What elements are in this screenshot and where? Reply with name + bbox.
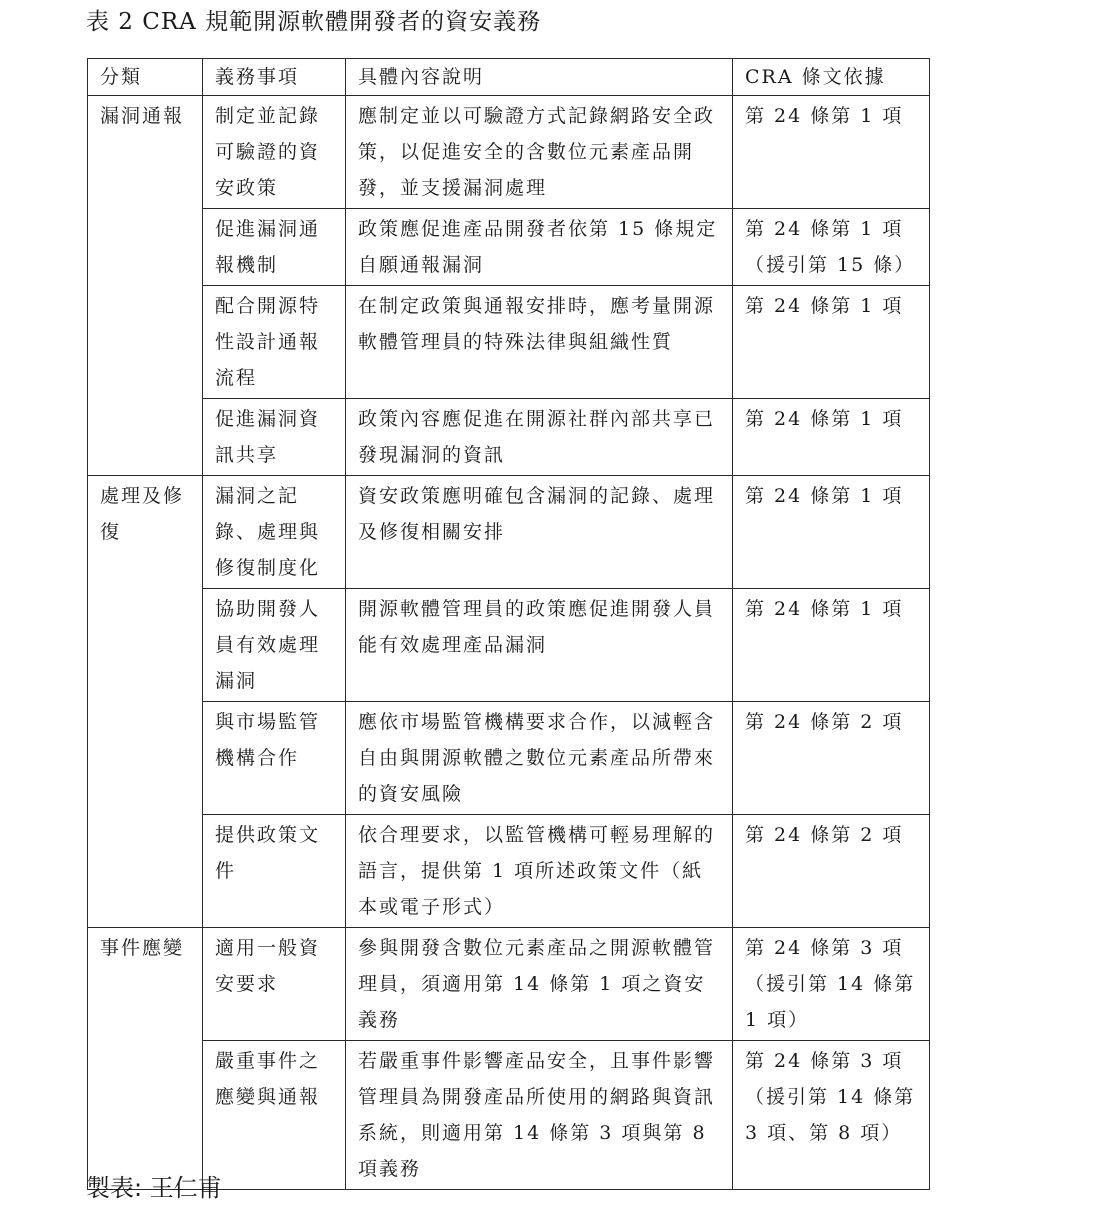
duty-cell: 制定並記錄可驗證的資安政策 bbox=[203, 96, 346, 209]
header-category: 分類 bbox=[88, 59, 203, 96]
cra-duties-table bbox=[87, 58, 930, 1190]
table-row bbox=[88, 815, 930, 928]
category-cell: 漏洞通報 bbox=[88, 96, 203, 476]
basis-cell: 第 24 條第 1 項 bbox=[733, 589, 930, 702]
basis-cell: 第 24 條第 3 項（援引第 14 條第 3 項、第 8 項） bbox=[733, 1041, 930, 1190]
table-credit: 製表: 王仁甫 bbox=[86, 1174, 222, 1202]
table-row bbox=[88, 702, 930, 815]
basis-cell: 第 24 條第 1 項 bbox=[733, 476, 930, 589]
duty-cell: 漏洞之記錄、處理與修復制度化 bbox=[203, 476, 346, 589]
duty-cell: 嚴重事件之應變與通報 bbox=[203, 1041, 346, 1190]
table-caption: 表 2 CRA 規範開源軟體開發者的資安義務 bbox=[86, 9, 542, 35]
content-cell: 開源軟體管理員的政策應促進開發人員能有效處理產品漏洞 bbox=[346, 589, 733, 702]
category-cell: 處理及修復 bbox=[88, 476, 203, 928]
basis-cell: 第 24 條第 2 項 bbox=[733, 815, 930, 928]
duty-cell: 適用一般資安要求 bbox=[203, 928, 346, 1041]
header-basis: CRA 條文依據 bbox=[733, 59, 930, 96]
header-duty: 義務事項 bbox=[203, 59, 346, 96]
basis-cell: 第 24 條第 1 項 bbox=[733, 96, 930, 209]
content-cell: 依合理要求，以監管機構可輕易理解的語言，提供第 1 項所述政策文件（紙本或電子形式） bbox=[346, 815, 733, 928]
content-cell: 參與開發含數位元素產品之開源軟體管理員，須適用第 14 條第 1 項之資安義務 bbox=[346, 928, 733, 1041]
duty-cell: 與市場監管機構合作 bbox=[203, 702, 346, 815]
header-content: 具體內容說明 bbox=[346, 59, 733, 96]
table-row bbox=[88, 1041, 930, 1190]
table-row bbox=[88, 589, 930, 702]
duty-cell: 配合開源特性設計通報流程 bbox=[203, 286, 346, 399]
basis-cell: 第 24 條第 1 項 bbox=[733, 286, 930, 399]
content-cell: 資安政策應明確包含漏洞的記錄、處理及修復相關安排 bbox=[346, 476, 733, 589]
basis-cell: 第 24 條第 2 項 bbox=[733, 702, 930, 815]
content-cell: 應制定並以可驗證方式記錄網路安全政策，以促進安全的含數位元素產品開發，並支援漏洞處理 bbox=[346, 96, 733, 209]
duty-cell: 促進漏洞資訊共享 bbox=[203, 399, 346, 476]
content-cell: 應依市場監管機構要求合作，以減輕含自由與開源軟體之數位元素產品所帶來的資安風險 bbox=[346, 702, 733, 815]
table-row bbox=[88, 399, 930, 476]
category-cell: 事件應變 bbox=[88, 928, 203, 1190]
content-cell: 在制定政策與通報安排時，應考量開源軟體管理員的特殊法律與組織性質 bbox=[346, 286, 733, 399]
basis-cell: 第 24 條第 3 項（援引第 14 條第 1 項） bbox=[733, 928, 930, 1041]
basis-cell: 第 24 條第 1 項 bbox=[733, 399, 930, 476]
content-cell: 政策內容應促進在開源社群內部共享已發現漏洞的資訊 bbox=[346, 399, 733, 476]
basis-cell: 第 24 條第 1 項（援引第 15 條） bbox=[733, 209, 930, 286]
table-row bbox=[88, 209, 930, 286]
duty-cell: 協助開發人員有效處理漏洞 bbox=[203, 589, 346, 702]
table-row bbox=[88, 96, 930, 209]
table-header-row bbox=[88, 59, 930, 96]
table-row bbox=[88, 476, 930, 589]
content-cell: 若嚴重事件影響產品安全，且事件影響管理員為開發產品所使用的網路與資訊系統，則適用第 14 條第 3 項與第 8 項義務 bbox=[346, 1041, 733, 1190]
duty-cell: 提供政策文件 bbox=[203, 815, 346, 928]
table-row bbox=[88, 286, 930, 399]
content-cell: 政策應促進產品開發者依第 15 條規定自願通報漏洞 bbox=[346, 209, 733, 286]
duty-cell: 促進漏洞通報機制 bbox=[203, 209, 346, 286]
table-row bbox=[88, 928, 930, 1041]
